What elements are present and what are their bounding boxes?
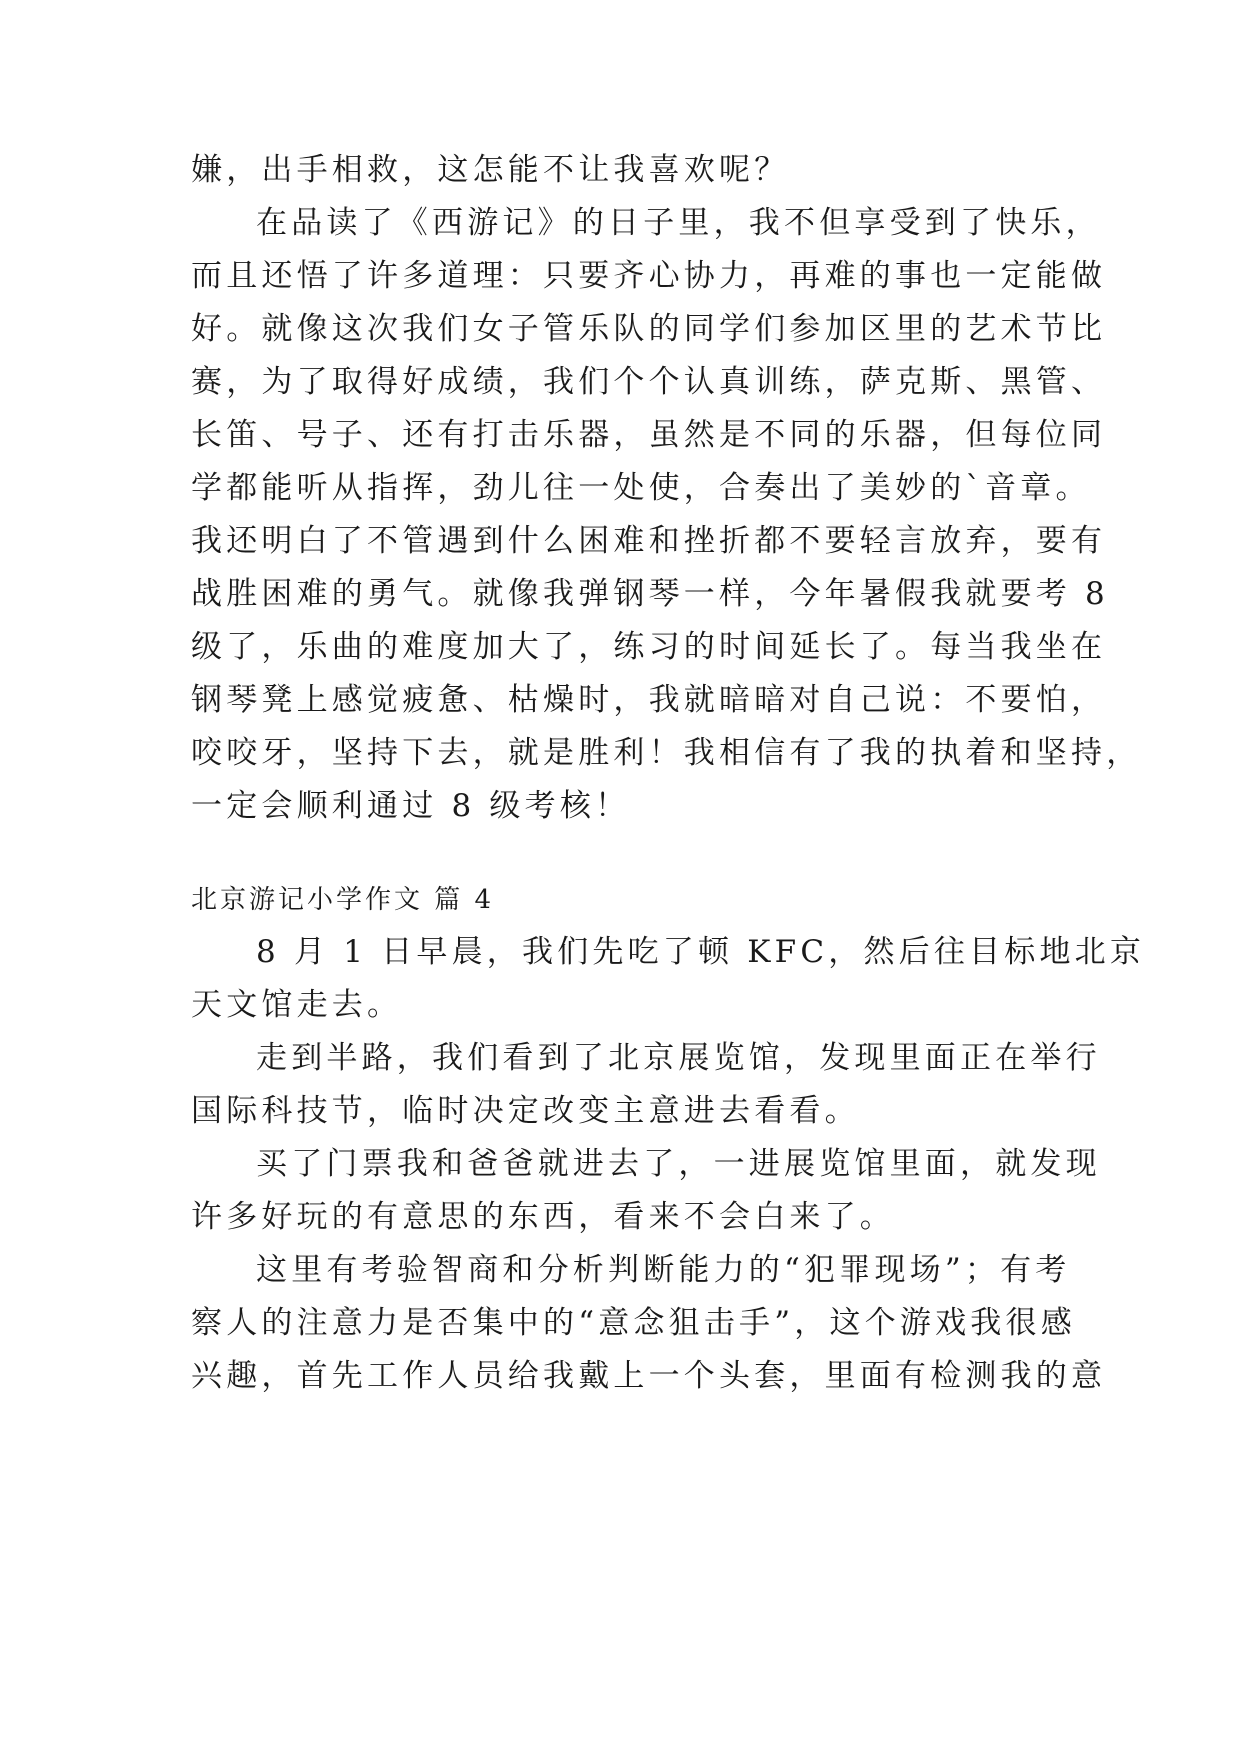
paragraph-line: 察人的注意力是否集中的“意念狙击手”，这个游戏我很感 xyxy=(191,1305,1076,1341)
paragraph-line: 走到半路，我们看到了北京展览馆，发现里面正在举行 xyxy=(256,1040,1101,1076)
paragraph-line: 我还明白了不管遇到什么困难和挫折都不要轻言放弃，要有 xyxy=(191,523,1107,559)
paragraph-line: 级了，乐曲的难度加大了，练习的时间延长了。每当我坐在 xyxy=(191,629,1107,665)
section-heading: 北京游记小学作文 篇 4 xyxy=(191,885,495,915)
paragraph-line: 一定会顺利通过 8 级考核！ xyxy=(191,788,631,824)
paragraph-line: 嫌，出手相救，这怎能不让我喜欢呢？ xyxy=(191,152,790,188)
paragraph-line: 长笛、号子、还有打击乐器，虽然是不同的乐器，但每位同 xyxy=(191,417,1107,453)
paragraph-line: 国际科技节，临时决定改变主意进去看看。 xyxy=(191,1093,860,1129)
paragraph-line: 好。就像这次我们女子管乐队的同学们参加区里的艺术节比 xyxy=(191,311,1107,347)
paragraph-line: 赛，为了取得好成绩，我们个个认真训练，萨克斯、黑管、 xyxy=(191,364,1107,400)
paragraph-line: 8 月 1 日早晨，我们先吃了顿 KFC，然后往目标地北京 xyxy=(256,934,1146,970)
paragraph-line: 许多好玩的有意思的东西，看来不会白来了。 xyxy=(191,1199,895,1235)
paragraph-line: 买了门票我和爸爸就进去了，一进展览馆里面，就发现 xyxy=(256,1146,1101,1182)
paragraph-line: 天文馆走去。 xyxy=(191,987,403,1023)
paragraph-line: 咬咬牙，坚持下去，就是胜利！我相信有了我的执着和坚持， xyxy=(191,735,1142,771)
paragraph-line: 战胜困难的勇气。就像我弹钢琴一样，今年暑假我就要考 8 xyxy=(191,576,1109,612)
paragraph-line: 这里有考验智商和分析判断能力的“犯罪现场”；有考 xyxy=(256,1252,1071,1288)
paragraph-line: 钢琴凳上感觉疲惫、枯燥时，我就暗暗对自己说：不要怕， xyxy=(191,682,1107,718)
paragraph-line: 兴趣，首先工作人员给我戴上一个头套，里面有检测我的意 xyxy=(191,1358,1107,1394)
paragraph-line: 学都能听从指挥，劲儿往一处使，合奏出了美妙的`音章。 xyxy=(191,470,1091,506)
paragraph-line: 在品读了《西游记》的日子里，我不但享受到了快乐， xyxy=(256,205,1101,241)
paragraph-line: 而且还悟了许多道理：只要齐心协力，再难的事也一定能做 xyxy=(191,258,1107,294)
